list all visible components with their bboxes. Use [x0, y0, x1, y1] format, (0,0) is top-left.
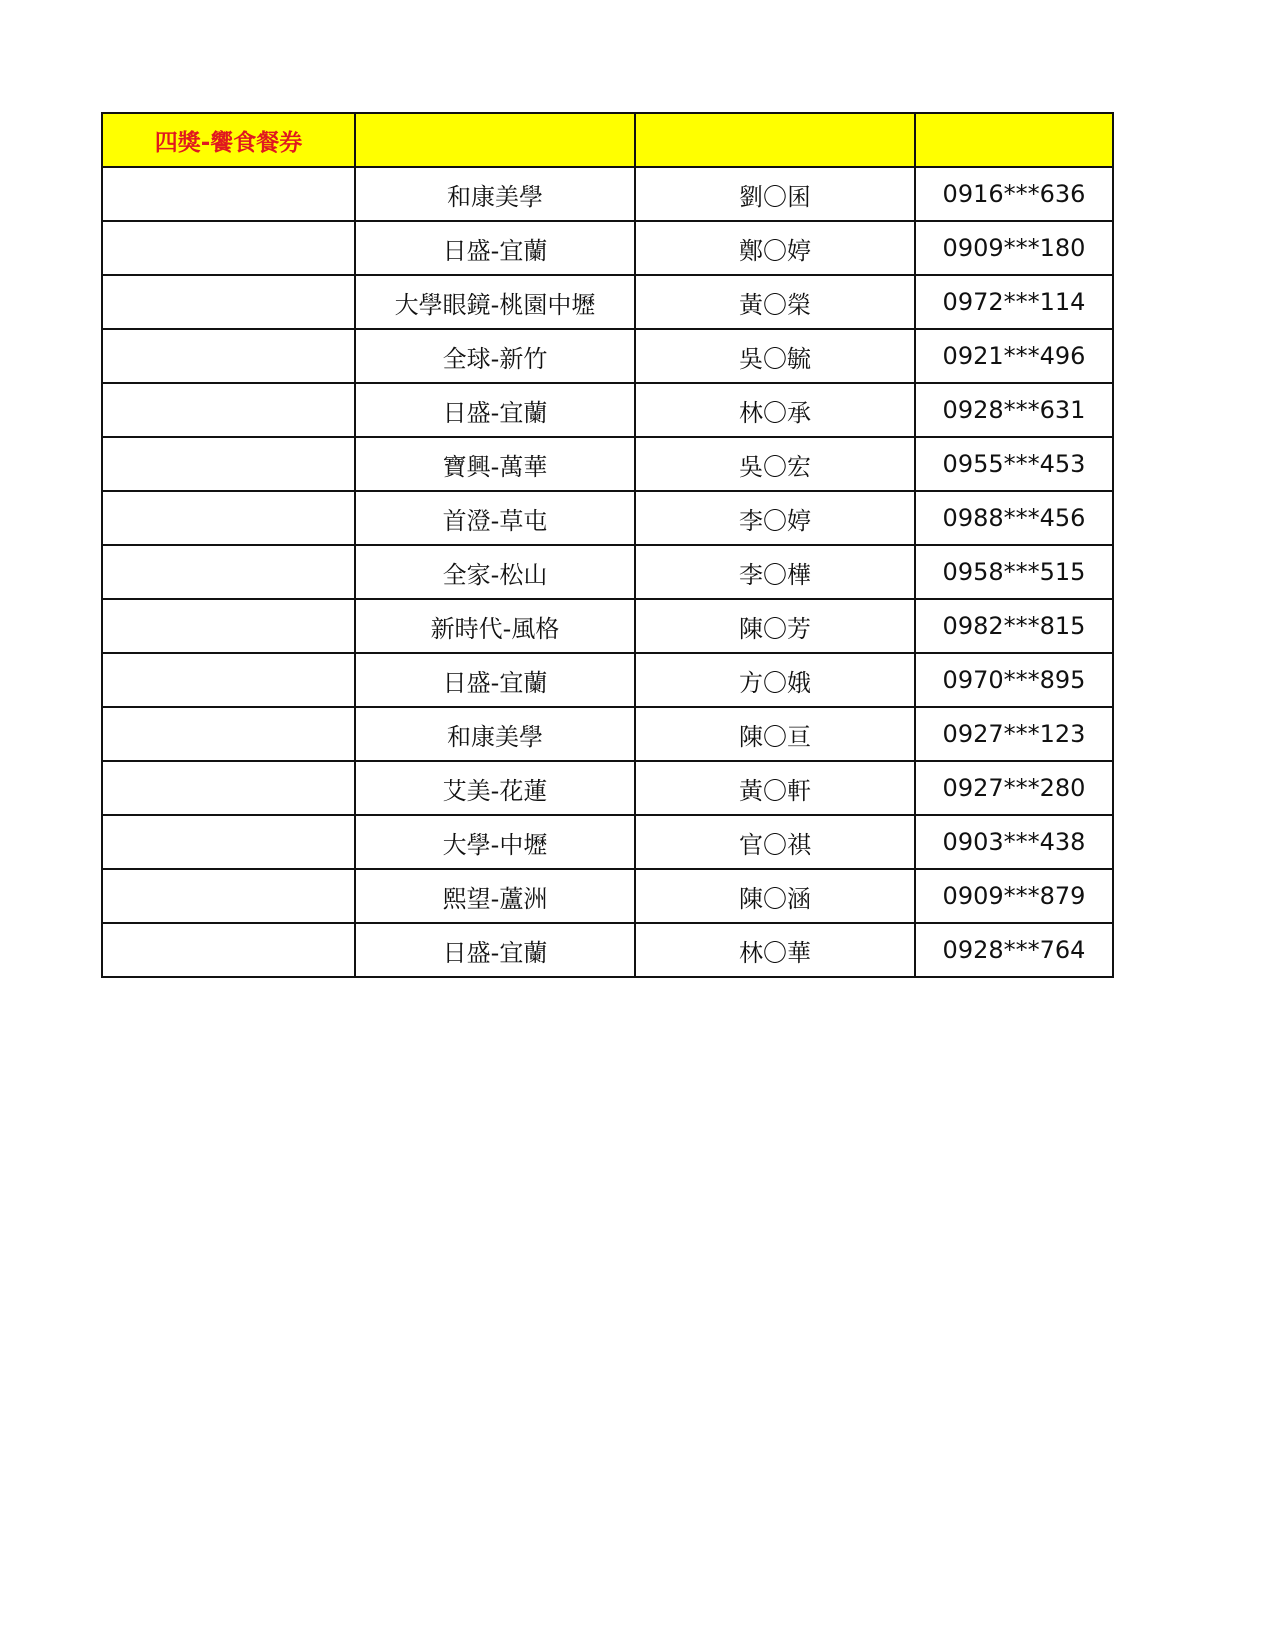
winner-name-cell: 陳〇芳 — [635, 599, 915, 653]
table-row — [102, 545, 1113, 599]
table-row — [102, 707, 1113, 761]
empty-cell — [102, 761, 355, 815]
empty-cell — [102, 383, 355, 437]
empty-cell — [102, 707, 355, 761]
table-row — [102, 815, 1113, 869]
winner-name-cell: 陳〇亘 — [635, 707, 915, 761]
store-cell: 日盛-宜蘭 — [355, 923, 635, 977]
table-row — [102, 329, 1113, 383]
winner-name-cell: 李〇樺 — [635, 545, 915, 599]
winner-name-cell: 林〇承 — [635, 383, 915, 437]
store-cell: 熙望-蘆洲 — [355, 869, 635, 923]
empty-cell — [102, 275, 355, 329]
store-cell: 大學眼鏡-桃園中壢 — [355, 275, 635, 329]
table-row — [102, 437, 1113, 491]
phone-cell: 0909***879 — [915, 869, 1113, 923]
store-cell: 首澄-草屯 — [355, 491, 635, 545]
store-cell: 全家-松山 — [355, 545, 635, 599]
winner-name-cell: 黃〇軒 — [635, 761, 915, 815]
empty-cell — [102, 491, 355, 545]
table-row — [102, 167, 1113, 221]
phone-cell: 0909***180 — [915, 221, 1113, 275]
empty-cell — [102, 815, 355, 869]
empty-cell — [102, 329, 355, 383]
header-cell-store — [355, 113, 635, 167]
store-cell: 大學-中壢 — [355, 815, 635, 869]
winner-name-cell: 李〇婷 — [635, 491, 915, 545]
winner-name-cell: 黃〇榮 — [635, 275, 915, 329]
winner-name-cell: 陳〇涵 — [635, 869, 915, 923]
empty-cell — [102, 869, 355, 923]
table-row — [102, 923, 1113, 977]
table-row — [102, 383, 1113, 437]
phone-cell: 0916***636 — [915, 167, 1113, 221]
winner-name-cell: 劉〇囷 — [635, 167, 915, 221]
empty-cell — [102, 545, 355, 599]
phone-cell: 0982***815 — [915, 599, 1113, 653]
winner-name-cell: 吳〇宏 — [635, 437, 915, 491]
phone-cell: 0972***114 — [915, 275, 1113, 329]
winners-table-body — [102, 113, 1113, 977]
prize-title-cell: 四獎-饗食餐券 — [102, 113, 355, 167]
table-row — [102, 491, 1113, 545]
phone-cell: 0970***895 — [915, 653, 1113, 707]
empty-cell — [102, 923, 355, 977]
phone-cell: 0928***631 — [915, 383, 1113, 437]
empty-cell — [102, 221, 355, 275]
winner-name-cell: 吳〇毓 — [635, 329, 915, 383]
phone-cell: 0988***456 — [915, 491, 1113, 545]
phone-cell: 0927***280 — [915, 761, 1113, 815]
phone-cell: 0921***496 — [915, 329, 1113, 383]
empty-cell — [102, 437, 355, 491]
store-cell: 和康美學 — [355, 707, 635, 761]
phone-cell: 0955***453 — [915, 437, 1113, 491]
store-cell: 新時代-風格 — [355, 599, 635, 653]
winners-table — [101, 112, 1114, 978]
table-row — [102, 653, 1113, 707]
phone-cell: 0958***515 — [915, 545, 1113, 599]
winner-name-cell: 方〇娥 — [635, 653, 915, 707]
store-cell: 日盛-宜蘭 — [355, 221, 635, 275]
table-row — [102, 869, 1113, 923]
winner-name-cell: 林〇華 — [635, 923, 915, 977]
store-cell: 寶興-萬華 — [355, 437, 635, 491]
store-cell: 和康美學 — [355, 167, 635, 221]
header-row — [102, 113, 1113, 167]
winner-name-cell: 官〇祺 — [635, 815, 915, 869]
phone-cell: 0903***438 — [915, 815, 1113, 869]
header-cell-name — [635, 113, 915, 167]
table-row — [102, 275, 1113, 329]
store-cell: 全球-新竹 — [355, 329, 635, 383]
header-cell-phone — [915, 113, 1113, 167]
table-row — [102, 221, 1113, 275]
empty-cell — [102, 167, 355, 221]
winner-name-cell: 鄭〇婷 — [635, 221, 915, 275]
phone-cell: 0928***764 — [915, 923, 1113, 977]
store-cell: 日盛-宜蘭 — [355, 383, 635, 437]
table-row — [102, 599, 1113, 653]
empty-cell — [102, 653, 355, 707]
phone-cell: 0927***123 — [915, 707, 1113, 761]
table-row — [102, 761, 1113, 815]
empty-cell — [102, 599, 355, 653]
store-cell: 日盛-宜蘭 — [355, 653, 635, 707]
store-cell: 艾美-花蓮 — [355, 761, 635, 815]
